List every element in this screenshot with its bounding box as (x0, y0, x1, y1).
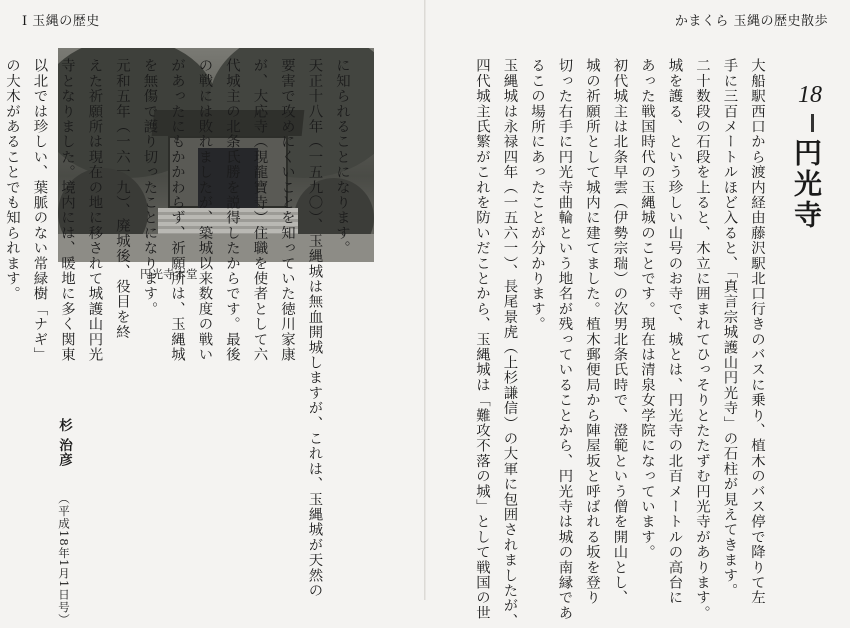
body-line: の大木があることでも知られます。 (4, 58, 20, 302)
body-line: るこの場所にあったことが分かります。 (529, 58, 545, 332)
body-line: 寺となりました。境内には、暖地に多く関東 (59, 58, 75, 362)
body-line: を無傷で護り切ったことになります。 (141, 58, 158, 317)
author-block (54, 418, 74, 626)
body-line: 四代城主氏繁がこれを防いだことから、玉縄城は「難攻不落の城」として戦国の世 (474, 58, 490, 621)
page-gutter (424, 0, 426, 600)
body-line: 大船駅西口から渡内経由藤沢駅北口行きのバスに乗り、植木のバス停で降りて左 (749, 58, 765, 606)
body-line: 切った右手に円光寺曲輪という地名が残っていることから、円光寺は城の南縁であ (556, 58, 573, 621)
right-page-body (460, 58, 770, 628)
body-line: 初代城主は北条早雲（伊勢宗瑞）の次男北条氏時で、澄範という僧を開山とし、 (611, 58, 628, 606)
body-line: 二十数段の石段を上ると、木立に囲まれてひっそりとたたずむ円光寺があります。 (694, 58, 710, 621)
body-line: 元和五年（一六一九）、廃城後、役目を終 (114, 58, 130, 340)
body-line: 城を護る、という珍しい山号のお寺で、城とは、円光寺の北百メートルの高台に (666, 58, 683, 606)
body-line: に知られることになります。 (334, 58, 350, 256)
chapter-title: 円光寺 (790, 138, 823, 231)
publication-date: （平成18年1月1日号） (57, 492, 71, 626)
body-line: あった戦国時代の玉縄城のことです。現在は清泉女学院になっています。 (639, 58, 655, 560)
body-line: 城の祈願所として城内に建てました。植木郵便局から陣屋坂と呼ばれる坂を登り (584, 58, 600, 606)
chapter-number: 18 (798, 82, 822, 108)
author-name: 杉 治彦 (56, 418, 72, 468)
chapter-divider (811, 114, 814, 132)
body-line: 代城主の北条氏勝を説得したからです。最後 (224, 58, 240, 362)
running-header-right: かまくら 玉縄の歴史散歩 (674, 14, 828, 29)
body-line: が、大応寺（現龍寶寺）住職を使者として六 (251, 58, 268, 362)
body-line: 天正十八年（一五九〇）、玉縄城は無血開城しますが、これは、玉縄城が天然の (306, 58, 323, 598)
body-line: 玉縄城は永禄四年（一五六一）、長尾景虎（上杉謙信）の大軍に包囲されましたが、 (501, 58, 518, 628)
body-line: 要害で攻めにくいことを知っていた徳川家康 (279, 58, 295, 362)
body-line: があったにもかかわらず、祈願所は、玉縄城 (169, 58, 185, 362)
body-line: 手に三百メートルほど入ると、「真言宗城護山円光寺」の石柱が見えてきます。 (721, 58, 738, 598)
photo-caption: 円光寺本堂 (140, 267, 198, 281)
body-line: えた祈願所は現在の地に移されて城護山円光 (86, 58, 103, 362)
running-header-left: Ⅰ 玉縄の歴史 (22, 14, 100, 29)
body-line: の戦には敗れましたが、築城以来数度の戦い (196, 58, 213, 362)
body-line: 以北では珍しい、葉脈のない常緑樹「ナギ」 (31, 58, 48, 362)
